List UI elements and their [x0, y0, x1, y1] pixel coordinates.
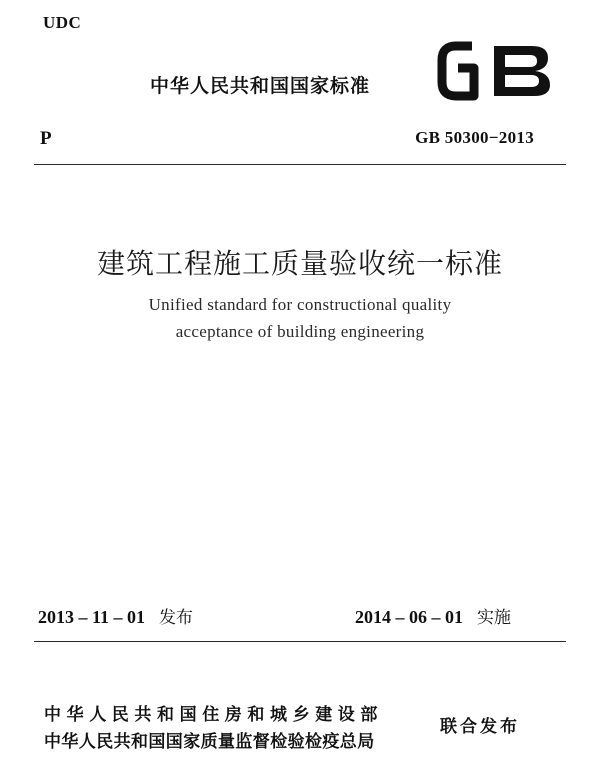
implementation-date: 2014 – 06 – 01: [355, 607, 463, 627]
implementation-label: 实施: [477, 608, 511, 628]
english-title-line-1: Unified standard for constructional quality: [148, 295, 452, 314]
issue-date-row: [38, 603, 193, 628]
gb-logo: [434, 40, 558, 102]
issue-date: 2013 – 11 – 01: [38, 607, 146, 627]
issuer-ministry: 中华人民共和国住房和城乡建设部: [44, 705, 383, 725]
chinese-title: 建筑工程施工质量验收统一标准: [96, 247, 503, 280]
issue-label: 发布: [159, 608, 194, 628]
issuer-administration: 中华人民共和国国家质量监督检验检疫总局: [44, 732, 375, 752]
national-standard-title: 中华人民共和国国家标准: [150, 75, 371, 97]
joint-release-label: 联合发布: [440, 717, 520, 737]
udc-label: UDC: [43, 13, 82, 32]
standard-number: GB 50300−2013: [415, 128, 534, 147]
implementation-date-row: [355, 603, 511, 628]
bottom-divider: [34, 641, 566, 642]
classification-code: P: [40, 128, 52, 149]
top-divider: [34, 164, 566, 165]
english-title-line-2: acceptance of building engineering: [175, 322, 425, 341]
